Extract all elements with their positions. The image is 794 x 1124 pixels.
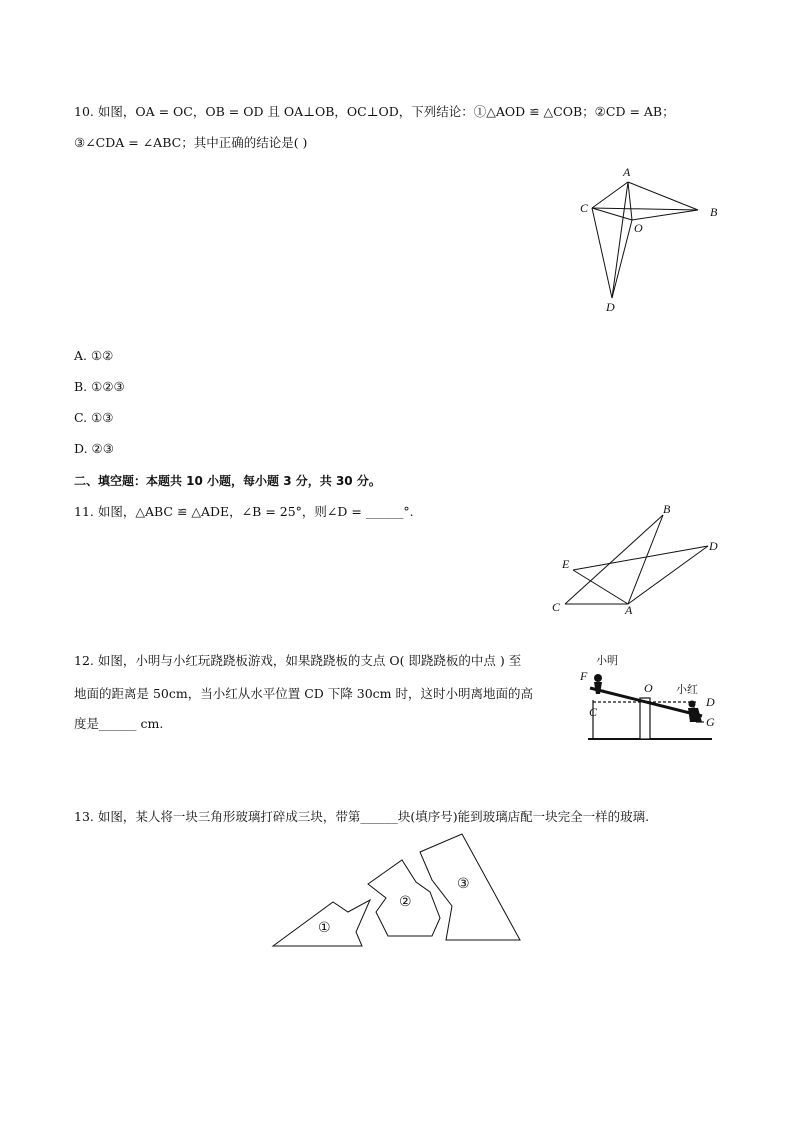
q10-label-A: A: [623, 165, 631, 179]
q13-glass-figure: [268, 830, 528, 954]
q11-label-E: E: [562, 557, 570, 571]
glass-piece-3: [420, 834, 520, 940]
q12-label-D: D: [706, 695, 715, 709]
q10-label-D: D: [606, 300, 615, 314]
q10-label-B: B: [710, 205, 718, 219]
q10-option-a: A. ①②: [74, 348, 114, 363]
q10-option-c: C. ①③: [74, 410, 114, 425]
q11-figure: [545, 500, 735, 620]
q11-text: 11. 如图，△ABC ≌ △ADE，∠B = 25°，则∠D = ______°.: [74, 504, 414, 519]
q12-line2: 地面的距离是 50cm，当小红从水平位置 CD 下降 30cm 时，这时小明离地面的高: [74, 686, 533, 701]
q10-label-O: O: [634, 221, 643, 235]
q12-seesaw-figure: [580, 650, 720, 745]
q11-label-A: A: [625, 603, 633, 617]
q13-piece-2-label: ②: [399, 894, 412, 910]
q12-label-C: C: [589, 705, 598, 719]
q12-label-F: F: [580, 669, 588, 683]
q13-piece-3-label: ③: [457, 876, 470, 892]
q12-label-xiaoming: 小明: [596, 654, 618, 667]
q11-label-C: C: [552, 600, 561, 614]
q12-label-xiaohong: 小红: [676, 683, 698, 696]
q12-label-O: O: [644, 681, 653, 695]
q12-line1: 12. 如图，小明与小红玩跷跷板游戏，如果跷跷板的支点 O( 即跷跷板的中点 ) 至: [74, 653, 522, 668]
q10-figure: [570, 160, 730, 320]
q10-option-d: D. ②③: [74, 441, 114, 456]
q12-label-G: G: [706, 715, 715, 729]
q13-text: 13. 如图，某人将一块三角形玻璃打碎成三块，带第______块(填序号)能到玻璃店配一块完全一样的玻璃.: [74, 809, 650, 824]
q10-option-b: B. ①②③: [74, 379, 125, 394]
q12-line3: 度是______ cm.: [74, 716, 164, 731]
q11-label-D: D: [709, 539, 718, 553]
q10-line1: 10. 如图，OA = OC，OB = OD 且 OA⊥OB，OC⊥OD，下列结论：①△AOD ≌ △COB；②CD = AB；: [74, 104, 675, 119]
q10-line2: ③∠CDA = ∠ABC；其中正确的结论是( ): [74, 135, 308, 150]
q10-label-C: C: [580, 201, 589, 215]
q13-piece-1-label: ①: [318, 920, 331, 936]
q11-label-B: B: [663, 502, 671, 516]
section2-heading: 二、填空题：本题共 10 小题，每小题 3 分，共 30 分。: [74, 474, 381, 488]
